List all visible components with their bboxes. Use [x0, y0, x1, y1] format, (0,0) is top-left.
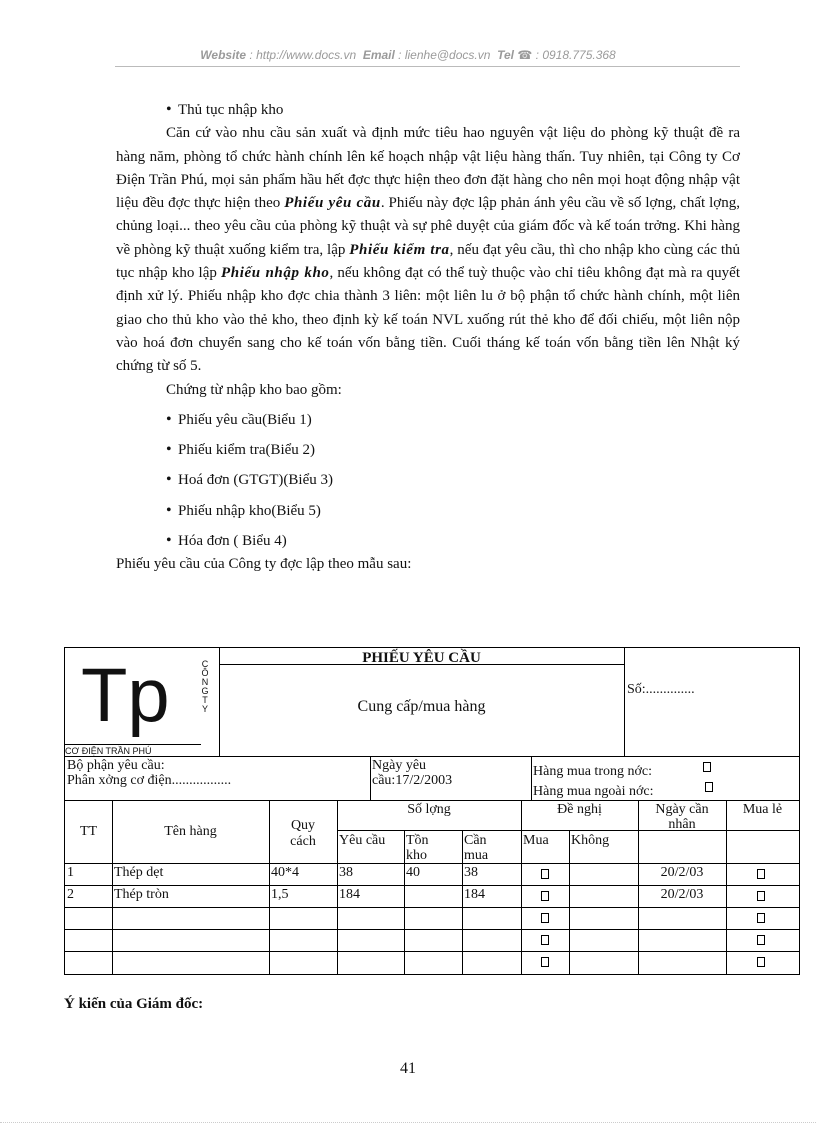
page-header: Website : http://www.docs.vn Email : lienhe@docs.vn Tel ☎ : 0918.775.368 — [200, 48, 616, 62]
mua-le-checkbox[interactable] — [757, 935, 765, 945]
website-label: Website — [200, 48, 247, 62]
col-ton: Tồn — [406, 833, 429, 848]
document-body — [116, 98, 740, 577]
mua-checkbox[interactable] — [541, 869, 549, 879]
paragraph-1: Căn cứ vào nhu cầu sản xuất và định mức tiêu hao nguyên vật liệu do phòng kỹ thuật đề ra hàng năm, phòng tổ chức hành chính lên kế hoạch nhập vật liệu hàng thấn. Tuy nhiên, tại Công ty Cơ Điện Trần Phú, mọi sản phẩm hầu hết đợc thực hiện theo đơn đặt hàng cho nên mọi hoạt động nhập vật liệu đều đợc thực hiện theo Phiếu yêu cầu. Phiếu này đợc lập phản ánh yêu cầu về số lợng, chất lợng, chủng loại... theo yêu cầu của phòng kỹ thuật và sự phê duyệt của giám đốc và kế toán trởng. Khi hàng về phòng kỹ thuật xuống kiểm tra, lập Phiếu kiểm tra, nếu đạt yêu cầu, thì cho nhập kho cùng các thủ tục nhập kho lập Phiếu nhập kho, nếu không đạt có thể tuỳ thuộc vào chỉ tiêu không đạt mà ra quyết định xử lý. Phiếu nhập kho đợc chia thành 3 liên: một liên lu ở bộ phận tổ chức hành chính, một liên giao cho thủ kho vào thẻ kho, theo định kỳ kế toán NVL xuống rút thẻ kho để đối chiếu, một liên nộp vào hoá đơn chuyển sang cho kế toán vốn bằng tiền. Cuối tháng kế toán vốn bằng tiền lên Nhật ký chứng từ số 5. — [116, 125, 741, 375]
highlight-phieu-nhap-kho: Phiếu nhập kho — [221, 265, 330, 282]
doc-item: • Phiếu kiểm tra(Biểu 2) — [116, 438, 740, 462]
mua-le-checkbox[interactable] — [757, 957, 765, 967]
mua-checkbox[interactable] — [541, 957, 549, 967]
domestic-label: Hàng mua trong nớc: — [533, 764, 652, 779]
page-number: 41 — [400, 1060, 416, 1077]
tel-number: 0918.775.368 — [542, 48, 616, 62]
workshop-label: Phân xởng cơ điện................. — [67, 773, 232, 788]
col-tt: TT — [79, 824, 98, 839]
domestic-checkbox[interactable] — [703, 762, 711, 772]
col-cach: cách — [290, 834, 316, 849]
doc-item: • Hoá đơn (GTGT)(Biểu 3) — [116, 468, 740, 492]
header-divider — [115, 66, 740, 67]
col-can: Cần — [464, 833, 487, 848]
col-yeu-cau: Yêu cầu — [339, 833, 386, 848]
form-subtitle: Cung cấp/mua hàng — [357, 698, 486, 715]
foreign-checkbox[interactable] — [705, 782, 713, 792]
section-heading: • Thủ tục nhập kho — [116, 98, 740, 122]
form-title: PHIẾU YÊU CẦU — [362, 650, 481, 666]
col-can-mua: mua — [464, 848, 489, 863]
doc-item: • Hóa đơn ( Biểu 4) — [116, 529, 740, 553]
mua-checkbox[interactable] — [541, 935, 549, 945]
col-ton-kho: kho — [406, 848, 427, 863]
highlight-phieu-yeu-cau: Phiếu yêu cầu — [284, 195, 381, 212]
col-khong: Không — [571, 833, 610, 848]
mua-checkbox[interactable] — [541, 913, 549, 923]
mua-checkbox[interactable] — [541, 891, 549, 901]
col-mua: Mua — [523, 833, 549, 848]
form-number: Số:.............. — [627, 682, 695, 697]
email-label: Email — [362, 48, 395, 62]
col-de-nghi: Đề nghị — [557, 802, 602, 817]
paragraph-3: Phiếu yêu cầu của Công ty đợc lập theo mẫu sau: — [116, 556, 412, 573]
department-label: Bộ phận yêu cầu: — [67, 758, 165, 773]
logo-vertical-text: C Ô N G T Y — [201, 659, 209, 714]
col-mua-le: Mua lẻ — [742, 802, 783, 817]
col-ten-hang: Tên hàng — [164, 824, 217, 839]
doc-item: • Phiếu nhập kho(Biểu 5) — [116, 499, 740, 523]
mua-le-checkbox[interactable] — [757, 869, 765, 879]
date-value: cầu:17/2/2003 — [372, 773, 453, 788]
col-quy: Quy — [290, 818, 316, 833]
mua-le-checkbox[interactable] — [757, 891, 765, 901]
col-nhan: nhân — [668, 817, 696, 832]
date-label: Ngày yêu — [372, 758, 427, 773]
paragraph-2: Chứng từ nhập kho bao gồm: — [166, 381, 342, 398]
mua-le-checkbox[interactable] — [757, 913, 765, 923]
foreign-label: Hàng mua ngoài nớc: — [533, 784, 654, 799]
request-form: Tp C Ô N G T Y CƠ ĐIỆN TRẦN PHÚ PHIẾU YÊU CẦU Cung cấp/mua hàng Số:.............. Bộ phận yêu cầu: Phân xởng cơ điện................. Ngày yêu cầu:17/2/2003 Hàng mua trong nớc: Hàng mua ngoài nớc: TT Tên hàng Quy cách Số lợng Yêu cầu Tồn kho Cần mua Đề nghị Mua Không Ngày cần nhân Mua lẻ 1 Thép dẹt 40*4 38 40 38 20/2/03 2 Thép tròn 1,5 184 184 20/2/03 — [64, 647, 800, 975]
website-url: http://www.docs.vn — [256, 48, 357, 62]
phone-icon: ☎ — [517, 48, 533, 62]
email-address: lienhe@docs.vn — [404, 48, 491, 62]
doc-item: • Phiếu yêu cầu(Biểu 1) — [116, 408, 740, 432]
tel-label: Tel — [497, 48, 514, 62]
logo-text: Tp — [81, 653, 170, 738]
col-so-luong: Số lợng — [407, 802, 451, 817]
highlight-phieu-kiem-tra: Phiếu kiểm tra — [349, 241, 450, 258]
col-ngay-can: Ngày cần — [655, 802, 709, 817]
director-opinion-label: Ý kiến của Giám đốc: — [64, 996, 204, 1012]
logo-company-name: CƠ ĐIỆN TRẦN PHÚ — [65, 746, 152, 756]
